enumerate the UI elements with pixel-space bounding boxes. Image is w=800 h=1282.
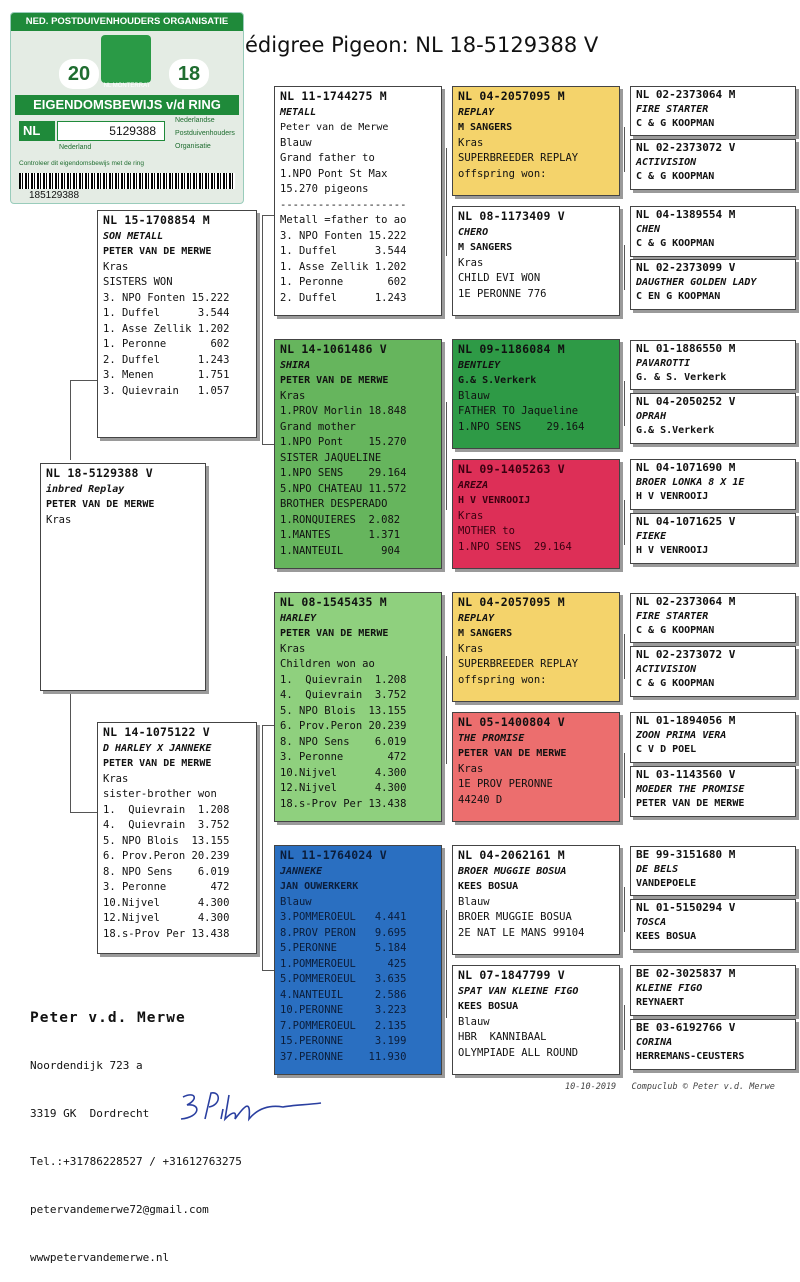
ggp-line: SUPERBREEDER REPLAY (458, 152, 579, 164)
card-country-small: Nederland (59, 144, 92, 151)
sire-ring: NL 15-1708854 M (103, 213, 210, 227)
gggp-box[interactable] (630, 646, 796, 697)
gp-line: 15.PERONNE 3.199 (280, 1035, 407, 1047)
gggp-name: CHEN (636, 223, 661, 235)
page-title: édigree Pigeon: NL 18-5129388 V (245, 33, 599, 57)
gggp-name: ZOON PRIMA VERA (636, 729, 727, 741)
subject-color: Kras (46, 513, 72, 526)
gggp-ring: NL 02-2373072 V (636, 141, 736, 154)
ggp-ring: NL 04-2062161 M (458, 848, 565, 862)
gp-line: Grand father to (280, 152, 375, 164)
gggp-box[interactable] (630, 513, 796, 564)
gggp-ring: NL 01-1886550 M (636, 342, 736, 355)
gggp-ring: NL 02-2373064 M (636, 595, 736, 608)
ggp-line: CHILD EVI WON (458, 272, 541, 284)
subject-name: inbred Replay (46, 483, 125, 495)
gp-line: 4. Quievrain 3.752 (280, 689, 407, 701)
dam-box[interactable] (97, 722, 257, 954)
ggp-line: Blauw (458, 895, 490, 908)
gggp-name: FIEKE (636, 530, 667, 542)
card-banner: EIGENDOMSBEWIJS v/d RING (15, 95, 239, 115)
gggp-ring: NL 04-1071690 M (636, 461, 736, 474)
ggp-breeder: M SANGERS (458, 242, 513, 253)
gp-line: 5.POMMEROEUL 3.635 (280, 973, 407, 985)
gp-line: 1. Asse Zellik 1.202 (280, 260, 407, 273)
ggp-box[interactable] (452, 965, 620, 1075)
ggp-name: CHERO (458, 226, 489, 238)
dam-line: 3. Peronne 472 (103, 881, 230, 893)
gp-line: 1. Peronne 602 (280, 276, 407, 288)
ggp-breeder: H V VENROOIJ (458, 495, 531, 506)
owner-address (30, 978, 242, 1282)
ggp-line: 1.NPO SENS 29.164 (458, 540, 572, 553)
ggp-ring: NL 05-1400804 V (458, 715, 565, 729)
gggp-ring: NL 02-2373072 V (636, 648, 736, 661)
gp-line: 12.Nijvel 4.300 (280, 782, 407, 794)
ggp-breeder: KEES BOSUA (458, 1001, 519, 1012)
ggp-line: 2E NAT LE MANS 99104 (458, 926, 585, 939)
ggp-box[interactable] (452, 592, 620, 702)
gp-name: SHIRA (280, 359, 311, 371)
ggp-box[interactable] (452, 86, 620, 196)
gp-breeder: PETER VAN DE MERWE (280, 628, 389, 639)
gggp-name: FIRE STARTER (636, 610, 709, 622)
gp-line: 18.s-Prov Per 13.438 (280, 797, 407, 810)
gp-breeder: PETER VAN DE MERWE (280, 375, 389, 386)
gggp-breeder: REYNAERT (636, 997, 685, 1008)
ggp-line: 1E PROV PERONNE (458, 778, 553, 790)
ggp-breeder: G.& S.Verkerk (458, 375, 537, 386)
gggp-breeder: C & G KOOPMAN (636, 118, 715, 129)
gggp-ring: NL 01-1894056 M (636, 714, 736, 727)
card-ring-number: 5129388 (57, 121, 165, 141)
gp-line: 1.MANTES 1.371 (280, 529, 401, 541)
card-npo-n: Nederlandse (175, 117, 215, 124)
owner-street: Noordendijk 723 a (30, 1059, 143, 1072)
gp-line: Blauw (280, 895, 312, 908)
gp-line: 15.270 pigeons (280, 183, 369, 195)
gggp-ring: NL 01-5150294 V (636, 901, 736, 914)
gggp-ring: NL 04-2050252 V (636, 395, 736, 408)
card-year-right: 18 (169, 59, 209, 89)
gggp-ring: NL 03-1143560 V (636, 768, 736, 781)
gggp-breeder: KEES BOSUA (636, 931, 697, 942)
ggp-line: offspring won: (458, 167, 547, 180)
gp-line: 10.Nijvel 4.300 (280, 766, 407, 779)
ggp-line: Blauw (458, 389, 490, 402)
card-sub: NL MONTERRAT (103, 83, 151, 89)
gp-ring: NL 11-1744275 M (280, 89, 387, 103)
gp-line: 1.PROV Morlin 18.848 (280, 405, 407, 417)
ggp-box[interactable] (452, 206, 620, 316)
sire-line: 1. Peronne 602 (103, 338, 230, 350)
gggp-box[interactable] (630, 259, 796, 310)
gp-line: 1.NPO SENS 29.164 (280, 467, 407, 479)
gp-line: SISTER JAQUELINE (280, 451, 382, 464)
ggp-line: offspring won: (458, 673, 547, 686)
dam-line: 5. NPO Blois 13.155 (103, 834, 230, 847)
gggp-ring: NL 04-1071625 V (636, 515, 736, 528)
dam-name: D HARLEY X JANNEKE (103, 742, 212, 754)
dam-line: 8. NPO Sens 6.019 (103, 865, 230, 878)
ggp-name: SPAT VAN KLEINE FIGO (458, 985, 579, 997)
gggp-ring: NL 02-2373064 M (636, 88, 736, 101)
gp-line: 2. Duffel 1.243 (280, 291, 407, 304)
gp-line: Children won ao (280, 658, 375, 670)
gp-line: 6. Prov.Peron 20.239 (280, 720, 407, 732)
gggp-box[interactable] (630, 86, 796, 136)
gggp-ring: BE 02-3025837 M (636, 967, 736, 980)
gggp-box[interactable] (630, 1019, 796, 1070)
sire-line: 1. Asse Zellik 1.202 (103, 322, 230, 335)
gp-line: 3. Peronne 472 (280, 751, 407, 763)
ggp-box[interactable] (452, 712, 620, 822)
ggp-name: THE PROMISE (458, 732, 525, 744)
ggp-name: AREZA (458, 479, 489, 491)
dam-line: 4. Quievrain 3.752 (103, 819, 230, 831)
gggp-name: CORINA (636, 1036, 673, 1048)
dam-line: 6. Prov.Peron 20.239 (103, 850, 230, 862)
gp-line: Blauw (280, 136, 312, 149)
gp-line: Kras (280, 389, 306, 402)
ggp-breeder: M SANGERS (458, 122, 513, 133)
gggp-box[interactable] (630, 593, 796, 643)
gp-line: 5.NPO CHATEAU 11.572 (280, 482, 407, 495)
gp-line: 37.PERONNE 11.930 (280, 1050, 407, 1063)
gp-line: 1.NPO Pont St Max (280, 167, 388, 180)
gp-breeder: Peter van de Merwe (280, 122, 389, 133)
ggp-breeder: M SANGERS (458, 628, 513, 639)
gggp-ring: BE 03-6192766 V (636, 1021, 736, 1034)
ggp-ring: NL 09-1405263 V (458, 462, 565, 476)
gggp-box[interactable] (630, 965, 796, 1016)
gp-line: 1.NANTEUIL 904 (280, 544, 401, 557)
gggp-name: BROER LONKA 8 X 1E (636, 476, 745, 488)
ggp-name: BENTLEY (458, 359, 501, 371)
ggp-line: Kras (458, 762, 484, 775)
gggp-ring: NL 02-2373099 V (636, 261, 736, 274)
dam-ring: NL 14-1075122 V (103, 725, 210, 739)
sire-line: 3. NPO Fonten 15.222 (103, 291, 230, 304)
gggp-breeder: HERREMANS-CEUSTERS (636, 1051, 745, 1062)
gggp-box[interactable] (630, 899, 796, 950)
dam-line: sister-brother won (103, 788, 217, 800)
gp-name: METALL (280, 106, 317, 118)
dam-line: 12.Nijvel 4.300 (103, 912, 230, 924)
gggp-box[interactable] (630, 846, 796, 896)
gp-breeder: JAN OUWERKERK (280, 881, 359, 892)
gggp-name: PAVAROTTI (636, 357, 691, 369)
ggp-ring: NL 07-1847799 V (458, 968, 565, 982)
gp-line: Metall =father to ao (280, 214, 407, 226)
ggp-name: BROER MUGGIE BOSUA (458, 865, 567, 877)
gggp-box[interactable] (630, 393, 796, 444)
gggp-box[interactable] (630, 766, 796, 817)
granddam-maternal[interactable] (274, 845, 442, 1075)
ggp-ring: NL 09-1186084 M (458, 342, 565, 356)
dam-line: Kras (103, 772, 129, 785)
gggp-ring: BE 99-3151680 M (636, 848, 736, 861)
gp-line: 1.RONQUIERES 2.082 (280, 513, 401, 526)
gp-line: 8.PROV PERON 9.695 (280, 926, 407, 939)
sire-line: 3. Quievrain 1.057 (103, 384, 230, 397)
ggp-breeder: KEES BOSUA (458, 881, 519, 892)
dam-line: 1. Quievrain 1.208 (103, 803, 230, 816)
dam-line: 18.s-Prov Per 13.438 (103, 927, 230, 940)
gp-name: JANNEKE (280, 865, 323, 877)
gp-name: HARLEY (280, 612, 317, 624)
gp-line: 3.POMMEROEUL 4.441 (280, 911, 407, 923)
gggp-breeder: H V VENROOIJ (636, 545, 709, 556)
subject-ring: NL 18-5129388 V (46, 466, 153, 480)
ggp-line: BROER MUGGIE BOSUA (458, 911, 572, 923)
gp-line: 3. NPO Fonten 15.222 (280, 229, 407, 242)
ggp-line: MOTHER to (458, 525, 515, 537)
gggp-breeder: C V D POEL (636, 744, 697, 755)
gggp-breeder: H V VENROOIJ (636, 491, 709, 502)
card-note: Controleer dit eigendomsbewijs met de ring (19, 160, 145, 167)
gp-line: 5.PERONNE 5.184 (280, 942, 407, 954)
gp-ring: NL 08-1545435 M (280, 595, 387, 609)
gggp-breeder: G.& S.Verkerk (636, 425, 715, 436)
signature (175, 1085, 325, 1129)
ggp-ring: NL 04-2057095 M (458, 595, 565, 609)
gggp-name: TOSCA (636, 916, 667, 928)
ggp-line: Blauw (458, 1015, 490, 1028)
ggp-name: REPLAY (458, 612, 495, 624)
ggp-line: 1E PERONNE 776 (458, 287, 547, 300)
ggp-line: Kras (458, 509, 484, 522)
ggp-ring: NL 08-1173409 V (458, 209, 565, 223)
gp-line: 1.POMMEROEUL 425 (280, 957, 407, 970)
ggp-line: SUPERBREEDER REPLAY (458, 658, 579, 670)
gggp-box[interactable] (630, 459, 796, 510)
subject-pigeon[interactable] (40, 463, 206, 691)
gp-line: 10.PERONNE 3.223 (280, 1004, 407, 1016)
owner-name: Peter v.d. Merwe (30, 1010, 186, 1026)
grandsire-paternal[interactable] (274, 86, 442, 316)
ownership-card (10, 12, 244, 204)
card-npo-p: Postduivenhouders (175, 130, 235, 137)
owner-phone[interactable]: Tel.:+31786228527 / +31612763275 (30, 1155, 242, 1168)
gggp-breeder: C & G KOOPMAN (636, 238, 715, 249)
ggp-line: 44240 D (458, 793, 503, 806)
card-npo-o: Organisatie (175, 143, 211, 150)
gggp-breeder: C & G KOOPMAN (636, 625, 715, 636)
sire-line: SISTERS WON (103, 276, 173, 288)
ggp-line: OLYMPIADE ALL ROUND (458, 1046, 579, 1059)
gggp-name: DAUGTHER GOLDEN LADY (636, 276, 757, 288)
card-org: NED. POSTDUIVENHOUDERS ORGANISATIE (11, 13, 243, 31)
gp-line: Grand mother (280, 420, 356, 433)
sire-line: Kras (103, 260, 129, 273)
ggp-breeder: PETER VAN DE MERWE (458, 748, 567, 759)
gggp-name: OPRAH (636, 410, 667, 422)
gp-line: 4.NANTEUIL 2.586 (280, 988, 407, 1001)
sire-box[interactable] (97, 210, 257, 438)
card-country: NL (19, 121, 55, 141)
granddam-paternal[interactable] (274, 339, 442, 569)
ggp-line: Kras (458, 642, 484, 655)
ggp-line: Kras (458, 256, 484, 269)
gp-line: 8. NPO Sens 6.019 (280, 735, 407, 748)
gp-ring: NL 14-1061486 V (280, 342, 387, 356)
dam-line: 10.Nijvel 4.300 (103, 896, 230, 909)
gggp-breeder: C & G KOOPMAN (636, 678, 715, 689)
owner-website[interactable]: wwwpetervandemerwe.nl (30, 1251, 170, 1264)
ggp-box[interactable] (452, 339, 620, 449)
ggp-ring: NL 04-2057095 M (458, 89, 565, 103)
gp-line: Kras (280, 642, 306, 655)
card-barcode-text: 185129388 (29, 190, 80, 201)
gp-line: BROTHER DESPERADO (280, 498, 388, 510)
card-logo-icon (101, 35, 151, 83)
dam-breeder: PETER VAN DE MERWE (103, 758, 212, 769)
gggp-name: ACTIVISION (636, 663, 697, 675)
gp-line: -------------------- (280, 198, 407, 211)
sire-breeder: PETER VAN DE MERWE (103, 246, 212, 257)
ggp-line: FATHER TO Jaqueline (458, 405, 579, 417)
gggp-breeder: C & G KOOPMAN (636, 171, 715, 182)
ggp-line: 1.NPO SENS 29.164 (458, 420, 585, 433)
subject-breeder: PETER VAN DE MERWE (46, 499, 155, 510)
sire-line: 3. Menen 1.751 (103, 369, 230, 381)
gggp-box[interactable] (630, 139, 796, 190)
card-barcode (19, 173, 235, 189)
ggp-line: HBR KANNIBAAL (458, 1031, 547, 1043)
sire-line: 2. Duffel 1.243 (103, 353, 230, 366)
card-year-left: 20 (59, 59, 99, 89)
ggp-box[interactable] (452, 845, 620, 955)
gggp-box[interactable] (630, 712, 796, 763)
gggp-breeder: VANDEPOELE (636, 878, 697, 889)
gp-line: 1. Quievrain 1.208 (280, 673, 407, 686)
gp-ring: NL 11-1764024 V (280, 848, 387, 862)
gggp-name: FIRE STARTER (636, 103, 709, 115)
ggp-line: Kras (458, 136, 484, 149)
gggp-name: MOEDER THE PROMISE (636, 783, 745, 795)
gggp-breeder: C EN G KOOPMAN (636, 291, 721, 302)
gp-line: 5. NPO Blois 13.155 (280, 704, 407, 717)
gggp-name: ACTIVISION (636, 156, 697, 168)
gp-line: 7.POMMEROEUL 2.135 (280, 1019, 407, 1032)
gp-line: 1.NPO Pont 15.270 (280, 436, 407, 448)
gggp-name: DE BELS (636, 863, 679, 875)
gggp-name: KLEINE FIGO (636, 982, 703, 994)
footer-credit: 10-10-2019 Compuclub © Peter v.d. Merwe (565, 1082, 775, 1092)
gggp-ring: NL 04-1389554 M (636, 208, 736, 221)
gggp-box[interactable] (630, 340, 796, 390)
gggp-breeder: G. & S. Verkerk (636, 372, 727, 383)
gggp-box[interactable] (630, 206, 796, 257)
sire-line: 1. Duffel 3.544 (103, 307, 230, 319)
ggp-box[interactable] (452, 459, 620, 569)
sire-name: SON METALL (103, 230, 164, 242)
gp-line: 1. Duffel 3.544 (280, 245, 407, 257)
gggp-breeder: PETER VAN DE MERWE (636, 798, 745, 809)
owner-city: 3319 GK Dordrecht (30, 1107, 150, 1120)
grandsire-maternal[interactable] (274, 592, 442, 822)
ggp-name: REPLAY (458, 106, 495, 118)
owner-email[interactable]: petervandemerwe72@gmail.com (30, 1203, 209, 1216)
